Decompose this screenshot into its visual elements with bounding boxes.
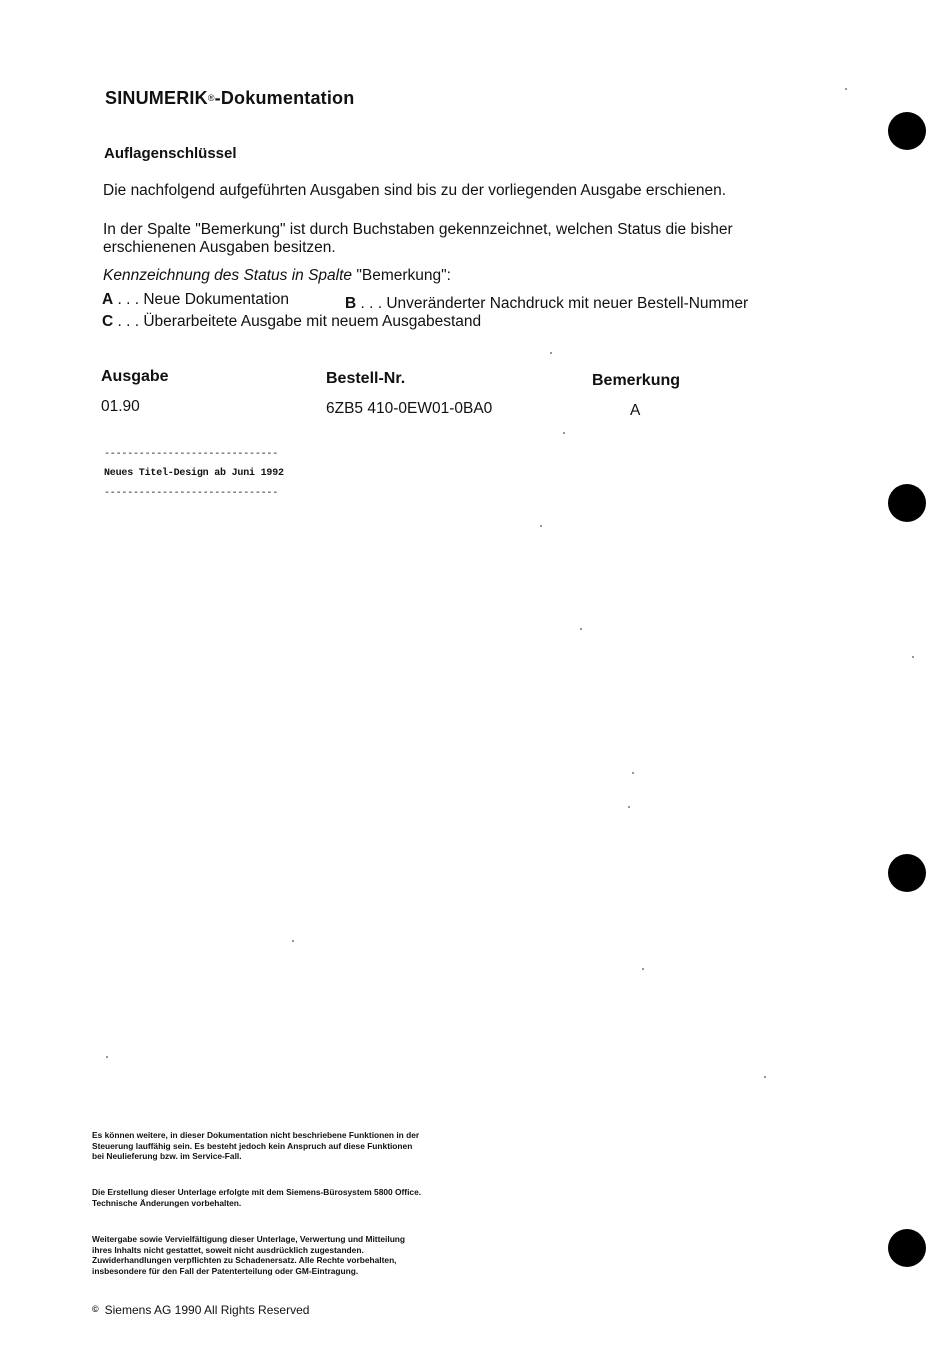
copyright-icon: ©	[92, 1304, 99, 1314]
table-cell-ausgabe: 01.90	[101, 398, 140, 415]
status-paragraph: In der Spalte "Bemerkung" ist durch Buchstaben gekennzeichnet, welchen Status die bisher erschienenen Ausgaben besitzen.	[103, 221, 733, 256]
page-title: SINUMERIK®-Dokumentation	[105, 88, 355, 108]
column-header-bemerkung: Bemerkung	[592, 372, 681, 389]
scan-speck	[580, 628, 582, 630]
scan-speck	[292, 940, 294, 942]
column-header-ausgabe: Ausgabe	[101, 368, 169, 385]
scan-speck	[845, 88, 847, 90]
table-cell-bemerkung: A	[630, 402, 641, 419]
registered-mark: ®	[207, 93, 215, 103]
status-legend-heading: Kennzeichnung des Status in Spalte "Bemerkung":	[103, 267, 451, 284]
scan-speck	[106, 1056, 108, 1058]
copyright-line: © Siemens AG 1990 All Rights Reserved	[92, 1303, 310, 1317]
status-key-b: B . . . Unveränderter Nachdruck mit neuer Bestell-Nummer	[345, 295, 749, 312]
section-heading: Auflagenschlüssel	[104, 145, 237, 162]
scan-speck	[628, 806, 630, 808]
scan-speck	[550, 352, 552, 354]
status-key-c: C . . . Überarbeitete Ausgabe mit neuem Ausgabestand	[102, 313, 482, 330]
intro-paragraph: Die nachfolgend aufgeführten Ausgaben sind bis zu der vorliegenden Ausgabe erschienen.	[103, 182, 727, 199]
table-cell-bestell: 6ZB5 410-0EW01-0BA0	[326, 400, 493, 417]
punch-hole	[888, 854, 926, 892]
scan-speck	[540, 525, 542, 527]
stamp-note: Neues Titel-Design ab Juni 1992	[104, 468, 284, 479]
stamp-rule-top: ------------------------------	[104, 449, 279, 460]
column-header-bestell: Bestell-Nr.	[326, 370, 406, 387]
scan-speck	[912, 656, 914, 658]
scan-speck	[764, 1076, 766, 1078]
punch-hole	[888, 1229, 926, 1267]
scan-speck	[642, 968, 644, 970]
footer-disclaimer: Es können weitere, in dieser Dokumentation nicht beschriebene Funktionen in der Steuerung lauffähig sein. Es besteht jedoch kein Anspruch auf diese Funktionen bei Neulieferung bzw. im Service-Fall.	[92, 1130, 420, 1161]
stamp-rule-bottom: ------------------------------	[104, 488, 279, 499]
footer-production-note: Die Erstellung dieser Unterlage erfolgte mit dem Siemens-Bürosystem 5800 Office. Technische Änderungen vorbehalten.	[92, 1187, 422, 1208]
punch-hole	[888, 112, 926, 150]
footer-copyright-notice: Weitergabe sowie Vervielfältigung dieser Unterlage, Verwertung und Mitteilung ihres Inhalts nicht gestattet, soweit nicht ausdrücklich zugestanden. Zuwiderhandlungen verpflichten zu Schadenersatz. Alle Rechte vorbehalten, insbesondere für den Fall der Patenterteilung oder GM-Eintragung.	[92, 1234, 406, 1276]
status-key-a: A . . . Neue Dokumentation	[102, 291, 289, 308]
punch-hole	[888, 484, 926, 522]
scan-speck	[632, 772, 634, 774]
scan-speck	[563, 432, 565, 434]
